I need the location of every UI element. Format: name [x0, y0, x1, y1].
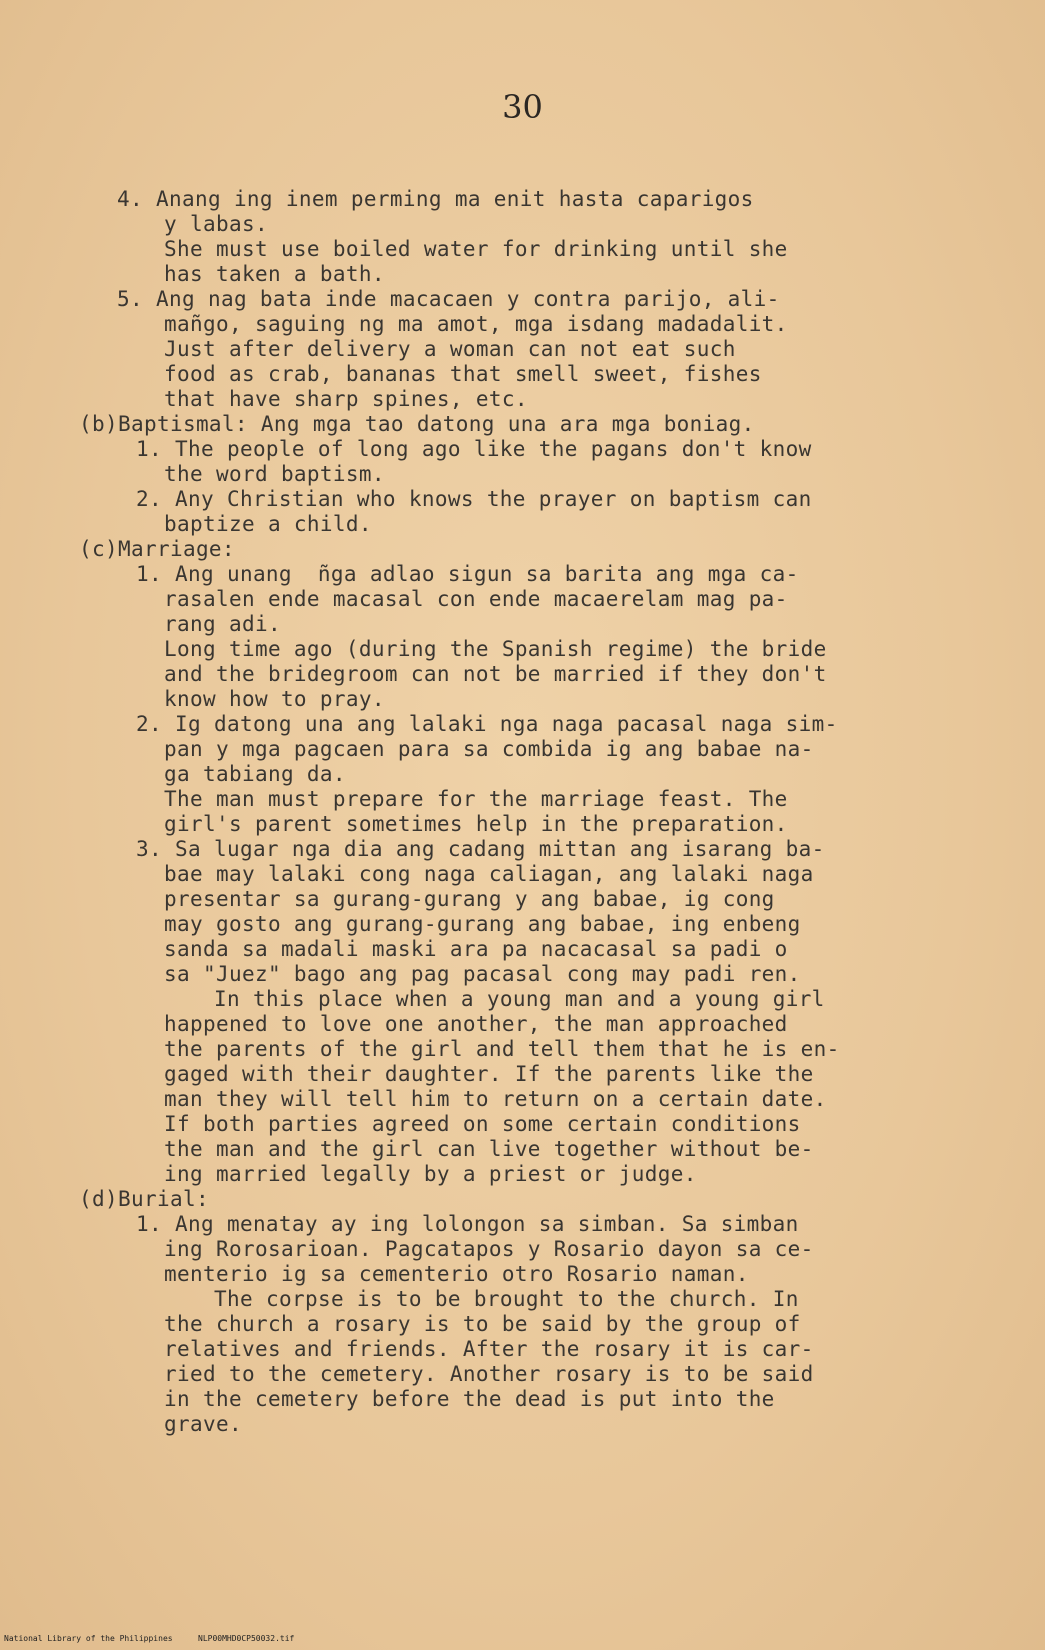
footer-filename: NLP00MHD0CP50032.tif: [198, 1634, 295, 1643]
text-line: menterio ig sa cementerio otro Rosario naman.: [164, 1262, 749, 1286]
page-number: 30: [502, 88, 543, 126]
text-line: presentar sa gurang-gurang y ang babae, ig cong: [164, 887, 775, 911]
text-line: man they will tell him to return on a certain date.: [164, 1087, 827, 1111]
text-line: 1. Ang menatay ay ing lolongon sa simban. Sa simban: [136, 1212, 799, 1236]
text-line: has taken a bath.: [164, 262, 385, 286]
text-line: 2. Ig datong una ang lalaki nga naga pacasal naga sim-: [136, 712, 838, 736]
text-line: the church a rosary is to be said by the group of: [164, 1312, 801, 1336]
text-line: happened to love one another, the man approached: [164, 1012, 788, 1036]
text-line: ing Rorosarioan. Pagcatapos y Rosario dayon sa ce-: [164, 1237, 814, 1261]
text-line: baptize a child.: [164, 512, 372, 536]
text-line: The man must prepare for the marriage feast. The: [164, 787, 788, 811]
text-line: the man and the girl can live together without be-: [164, 1137, 814, 1161]
text-line: In this place when a young man and a young girl: [214, 987, 825, 1011]
text-line: pan y mga pagcaen para sa combida ig ang babae na-: [164, 737, 814, 761]
text-line: in the cemetery before the dead is put into the: [164, 1387, 775, 1411]
text-line: ing married legally by a priest or judge.: [164, 1162, 697, 1186]
text-line: relatives and friends. After the rosary it is car-: [164, 1337, 814, 1361]
text-line: rasalen ende macasal con ende macaerelam mag pa-: [164, 587, 788, 611]
text-line: 1. The people of long ago like the pagans don't know: [136, 437, 812, 461]
footer-library-name: National Library of the Philippines: [4, 1634, 173, 1643]
text-line: and the bridegroom can not be married if they don't: [164, 662, 827, 686]
text-line: mañgo, saguing ng ma amot, mga isdang madadalit.: [164, 312, 788, 336]
text-line: 2. Any Christian who knows the prayer on baptism can: [136, 487, 812, 511]
text-line: gaged with their daughter. If the parents like the: [164, 1062, 814, 1086]
text-line: She must use boiled water for drinking until she: [164, 237, 788, 261]
text-line: Just after delivery a woman can not eat such: [164, 337, 736, 361]
section-heading-marriage: (c)Marriage:: [79, 537, 235, 561]
text-line: the parents of the girl and tell them that he is en-: [164, 1037, 840, 1061]
text-line: sanda sa madali maski ara pa nacacasal sa padi o: [164, 937, 788, 961]
text-line: Long time ago (during the Spanish regime) the bride: [164, 637, 827, 661]
text-line: sa "Juez" bago ang pag pacasal cong may padi ren.: [164, 962, 801, 986]
text-line: rang adi.: [164, 612, 281, 636]
text-line: the word baptism.: [164, 462, 385, 486]
section-heading-baptismal: (b)Baptismal: Ang mga tao datong una ara mga boniag.: [79, 412, 755, 436]
text-line: 3. Sa lugar nga dia ang cadang mittan ang isarang ba-: [136, 837, 825, 861]
text-line: food as crab, bananas that smell sweet, fishes: [164, 362, 762, 386]
text-line: If both parties agreed on some certain conditions: [164, 1112, 801, 1136]
text-line: ried to the cemetery. Another rosary is to be said: [164, 1362, 814, 1386]
text-line: y labas.: [164, 212, 268, 236]
section-heading-burial: (d)Burial:: [79, 1187, 209, 1211]
text-line: bae may lalaki cong naga caliagan, ang lalaki naga: [164, 862, 814, 886]
text-line: ga tabiang da.: [164, 762, 346, 786]
text-line: 4. Anang ing inem perming ma enit hasta caparigos: [117, 187, 754, 211]
text-line: 1. Ang unang ñga adlao sigun sa barita ang mga ca-: [136, 562, 799, 586]
text-line: girl's parent sometimes help in the preparation.: [164, 812, 788, 836]
text-line: know how to pray.: [164, 687, 385, 711]
text-line: grave.: [164, 1412, 242, 1436]
text-line: The corpse is to be brought to the church. In: [214, 1287, 799, 1311]
text-line: 5. Ang nag bata inde macacaen y contra parijo, ali-: [117, 287, 780, 311]
text-line: may gosto ang gurang-gurang ang babae, ing enbeng: [164, 912, 801, 936]
text-line: that have sharp spines, etc.: [164, 387, 528, 411]
